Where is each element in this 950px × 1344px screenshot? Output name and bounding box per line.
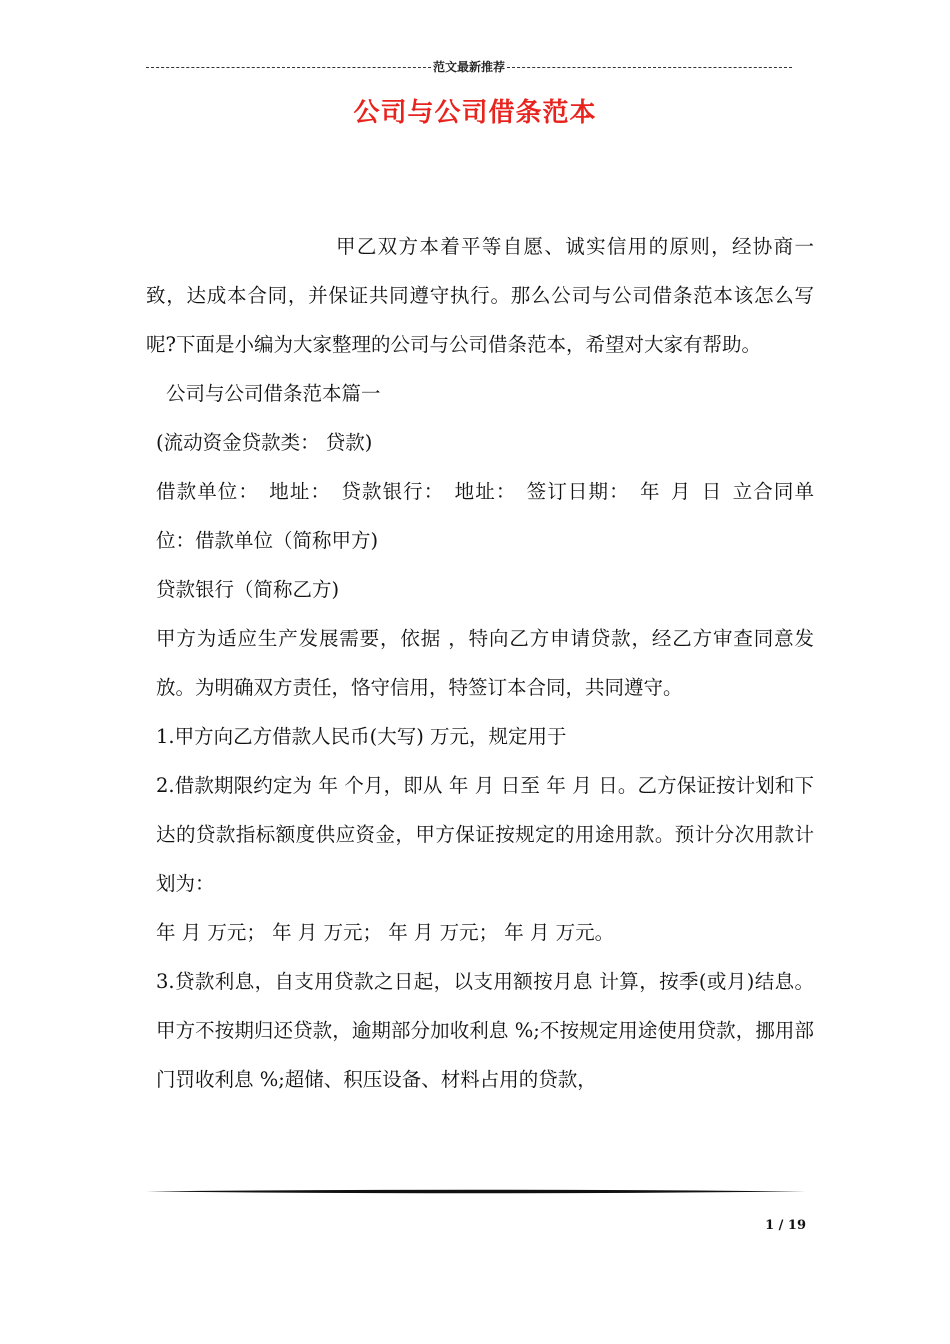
intro-paragraph: 甲乙双方本着平等自愿、诚实信用的原则，经协商一致，达成本合同，并保证共同遵守执行。那么公司与公司借条范本该怎么写呢?下面是小编为大家整理的公司与公司借条范本，希望对大家有帮助。	[146, 235, 814, 356]
header-dash-left	[146, 67, 431, 68]
purpose-paragraph: 甲方为适应生产发展需要，依据 ，特向乙方申请贷款，经乙方审查同意发放。为明确双方责任，恪守信用，特签订本合同，共同遵守。	[156, 627, 814, 699]
parties-line: 借款单位： 地址： 贷款银行： 地址： 签订日期： 年 月 日 立合同单位：借款单位（简称甲方)	[156, 480, 814, 552]
section-heading: 公司与公司借条范本篇一	[166, 382, 381, 405]
header-label: 范文最新推荐	[433, 60, 506, 74]
page-header	[146, 58, 792, 75]
loan-type-line: (流动资金贷款类： 贷款)	[156, 431, 373, 454]
document-body	[146, 222, 814, 1104]
document-title: 公司与公司借条范本	[353, 98, 597, 128]
clause-3: 3.贷款利息，自支用贷款之日起，以支用额按月息 计算，按季(或月)结息。甲方不按期归还贷款，逾期部分加收利息 %;不按规定用途使用贷款，挪用部门罚收利息 %;超储、积压设备、材料占用的贷款，	[156, 970, 814, 1091]
header-dash-right	[507, 67, 792, 68]
clause-1: 1.甲方向乙方借款人民币(大写) 万元，规定用于	[156, 725, 567, 748]
page-number: 1 / 19	[765, 1218, 806, 1233]
footer-divider	[146, 1189, 806, 1194]
usage-plan: 年 月 万元； 年 月 万元； 年 月 万元； 年 月 万元。	[156, 921, 615, 944]
lender-line: 贷款银行（简称乙方)	[156, 578, 340, 601]
clause-2: 2.借款期限约定为 年 个月，即从 年 月 日至 年 月 日。乙方保证按计划和下达的贷款指标额度供应资金，甲方保证按规定的用途用款。预计分次用款计划为：	[156, 774, 814, 895]
